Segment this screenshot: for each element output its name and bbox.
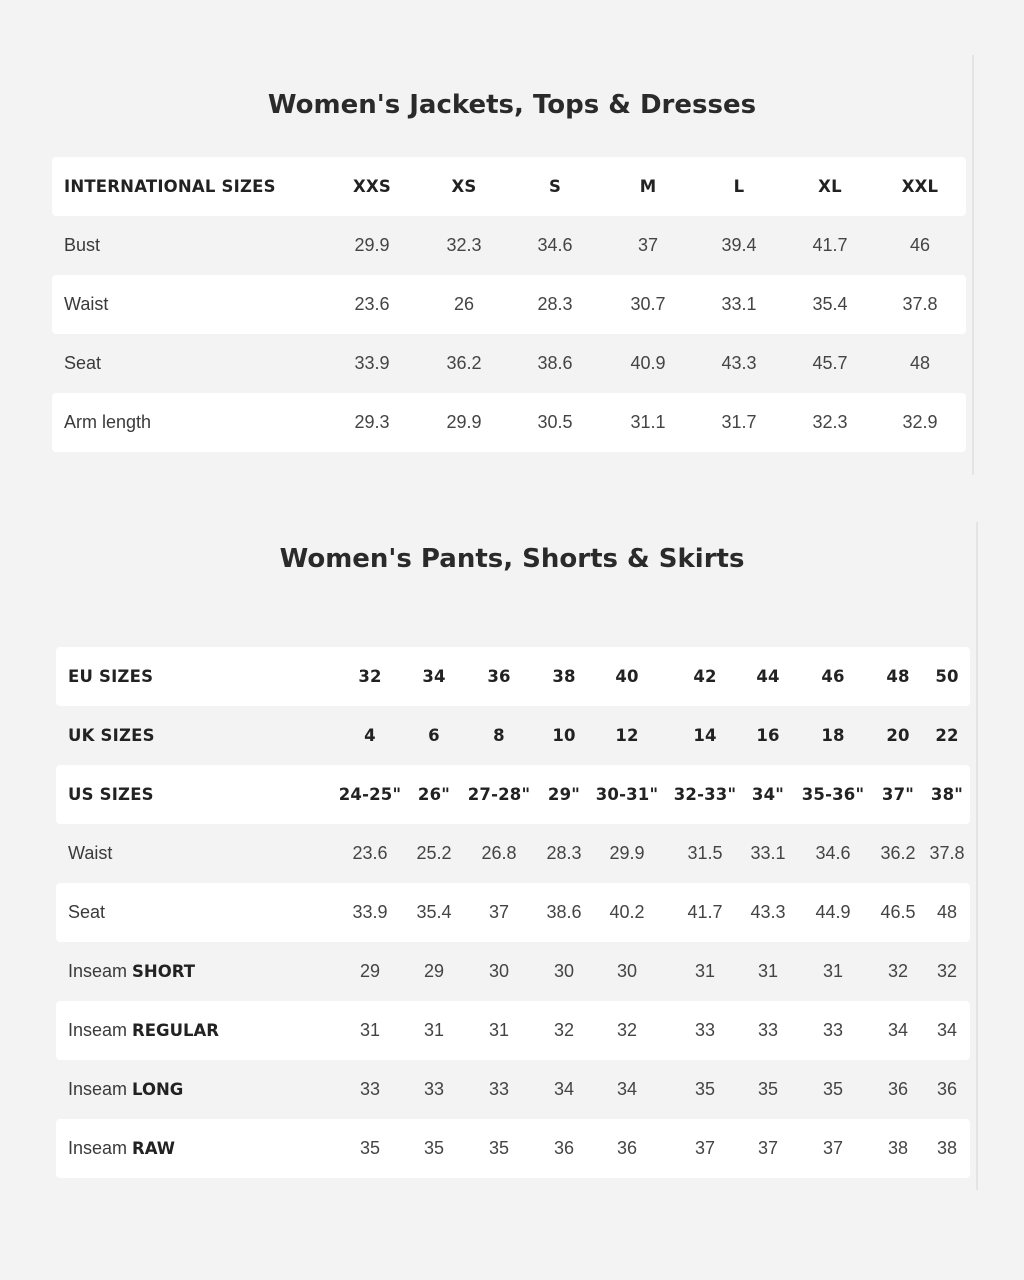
size-value: 48 [886,667,910,686]
measurement-value: 36 [616,1138,638,1158]
measurement-label: Waist [64,294,109,314]
measurement-value: 33 [488,1079,510,1099]
measurement-value: 48 [936,902,958,922]
size-system-label: UK SIZES [68,726,155,745]
measurement-value: 31 [757,961,779,981]
measurement-value: 32.9 [902,412,938,432]
measurement-value: 31.1 [630,412,666,432]
size-value: 38" [930,785,964,804]
measurement-value: 33 [757,1020,779,1040]
measurement-value: 34.6 [815,843,851,863]
table-row [52,334,966,393]
measurement-value: 38.6 [546,902,582,922]
size-value: 8 [493,726,505,745]
measurement-value: 35 [488,1138,510,1158]
measurement-value: 38.6 [537,353,573,373]
table-row [56,1001,970,1060]
measurement-value: 43.3 [750,902,786,922]
measurement-value: 34 [553,1079,575,1099]
measurement-value: 34.6 [537,235,573,255]
measurement-value: 41.7 [812,235,848,255]
measurement-value: 40.9 [630,353,666,373]
measurement-value: 31 [488,1020,510,1040]
measurement-value: 32 [553,1020,575,1040]
size-value: 29" [547,785,581,804]
measurement-name: Seat [68,902,106,922]
inseam-length-label: SHORT [132,962,195,981]
size-value: 36 [487,667,511,686]
measurement-value: 45.7 [812,353,848,373]
size-value: 10 [552,726,576,745]
size-header: XL [818,177,842,196]
measurement-label: Seat [64,353,102,373]
table-row [56,942,970,1001]
measurement-value: 36.2 [880,843,916,863]
measurement-value: 35.4 [416,902,452,922]
table-row [52,393,966,452]
size-row [56,706,970,765]
measurement-value: 40.2 [609,902,645,922]
table-row [56,1060,970,1119]
measurement-value: 34 [887,1020,909,1040]
measurement-value: 46 [909,235,931,255]
measurement-value: 32.3 [446,235,482,255]
size-value: 22 [935,726,959,745]
measurement-value: 31 [822,961,844,981]
size-value: 16 [756,726,780,745]
measurement-value: 30 [488,961,510,981]
measurement-value: 29.3 [354,412,390,432]
size-value: 32 [358,667,382,686]
measurement-value: 34 [616,1079,638,1099]
size-value: 18 [821,726,845,745]
measurement-label: Bust [64,235,101,255]
measurement-value: 37 [822,1138,844,1158]
measurement-value: 35 [822,1079,844,1099]
tops-header-row [52,157,966,216]
measurement-value: 33 [822,1020,844,1040]
size-value: 6 [428,726,440,745]
size-system-label: US SIZES [68,785,154,804]
measurement-value: 23.6 [352,843,388,863]
measurement-label [68,1119,175,1178]
measurement-value: 29 [423,961,445,981]
measurement-value: 37 [757,1138,779,1158]
table-row [56,883,970,942]
size-value: 12 [615,726,639,745]
size-value: 30-31" [595,785,659,804]
measurement-name: Inseam [68,1138,128,1158]
measurement-value: 33.9 [354,353,390,373]
size-value: 42 [693,667,717,686]
size-value: 34" [751,785,785,804]
inseam-length-label: LONG [132,1080,184,1099]
table-row [52,216,966,275]
size-value: 35-36" [801,785,865,804]
measurement-value: 41.7 [687,902,723,922]
measurement-value: 37.8 [929,843,965,863]
measurement-label: Arm length [64,412,152,432]
table-row [52,275,966,334]
measurement-value: 32 [936,961,958,981]
size-system-label: EU SIZES [68,667,154,686]
measurement-value: 37 [694,1138,716,1158]
measurement-label [68,942,195,1001]
size-header: S [548,177,562,196]
size-value: 26" [417,785,451,804]
measurement-value: 33 [694,1020,716,1040]
size-header: L [733,177,745,196]
size-value: 14 [693,726,717,745]
size-header: XS [451,177,477,196]
size-header: XXS [353,177,391,196]
measurement-value: 33.9 [352,902,388,922]
size-value: 44 [756,667,780,686]
size-value: 20 [886,726,910,745]
tops-size-chart-title: Women's Jackets, Tops & Dresses [267,90,757,120]
size-value: 34 [422,667,446,686]
measurement-value: 31.5 [687,843,723,863]
size-row [56,647,970,706]
size-header: M [639,177,657,196]
inseam-length-label: REGULAR [132,1021,219,1040]
size-header: XXL [901,177,939,196]
size-value: 50 [935,667,959,686]
size-value: 32-33" [673,785,737,804]
measurement-value: 30 [616,961,638,981]
measurement-value: 25.2 [416,843,452,863]
pants-size-chart-title: Women's Pants, Shorts & Skirts [279,544,745,574]
size-value: 46 [821,667,845,686]
measurement-value: 37 [488,902,510,922]
measurement-name: Inseam [68,1020,128,1040]
measurement-value: 28.3 [537,294,573,314]
measurement-value: 28.3 [546,843,582,863]
measurement-value: 43.3 [721,353,757,373]
measurement-value: 35 [757,1079,779,1099]
measurement-value: 35 [694,1079,716,1099]
measurement-value: 35 [359,1138,381,1158]
measurement-label [68,1001,219,1060]
measurement-value: 36 [936,1079,958,1099]
measurement-value: 33.1 [721,294,757,314]
measurement-value: 46.5 [880,902,916,922]
measurement-value: 29.9 [354,235,390,255]
inseam-length-label: RAW [132,1139,175,1158]
size-value: 38 [552,667,576,686]
measurement-value: 31.7 [721,412,757,432]
measurement-value: 32 [616,1020,638,1040]
measurement-label [68,883,105,942]
measurement-label [68,1060,183,1119]
measurement-name: Inseam [68,1079,128,1099]
size-value: 4 [364,726,376,745]
measurement-value: 31 [694,961,716,981]
size-row [56,765,970,824]
measurement-value: 31 [359,1020,381,1040]
measurement-value: 48 [909,353,931,373]
measurement-value: 37.8 [902,294,938,314]
measurement-name: Waist [68,843,113,863]
table-row [56,824,970,883]
measurement-value: 26 [453,294,475,314]
measurement-value: 33 [423,1079,445,1099]
measurement-value: 30.7 [630,294,666,314]
tops-size-table [52,157,966,452]
measurement-value: 35.4 [812,294,848,314]
measurement-value: 29 [359,961,381,981]
size-value: 27-28" [467,785,531,804]
divider-line [976,522,978,1190]
measurement-value: 36.2 [446,353,482,373]
measurement-value: 33 [359,1079,381,1099]
table-row [56,1119,970,1178]
measurement-value: 38 [936,1138,958,1158]
measurement-value: 30 [553,961,575,981]
measurement-value: 34 [936,1020,958,1040]
size-value: 40 [615,667,639,686]
measurement-value: 44.9 [815,902,851,922]
size-value: 37" [881,785,915,804]
international-sizes-label: INTERNATIONAL SIZES [64,177,276,196]
measurement-value: 35 [423,1138,445,1158]
measurement-value: 38 [887,1138,909,1158]
measurement-value: 36 [887,1079,909,1099]
measurement-value: 23.6 [354,294,390,314]
measurement-value: 32 [887,961,909,981]
measurement-value: 37 [637,235,659,255]
measurement-label [68,824,112,883]
measurement-value: 31 [423,1020,445,1040]
measurement-value: 29.9 [609,843,645,863]
measurement-value: 39.4 [721,235,757,255]
measurement-value: 36 [553,1138,575,1158]
measurement-value: 26.8 [481,843,517,863]
size-value: 24-25" [338,785,402,804]
measurement-value: 32.3 [812,412,848,432]
measurement-value: 29.9 [446,412,482,432]
measurement-value: 33.1 [750,843,786,863]
measurement-value: 30.5 [537,412,573,432]
pants-size-table [56,647,970,1178]
measurement-name: Inseam [68,961,128,981]
